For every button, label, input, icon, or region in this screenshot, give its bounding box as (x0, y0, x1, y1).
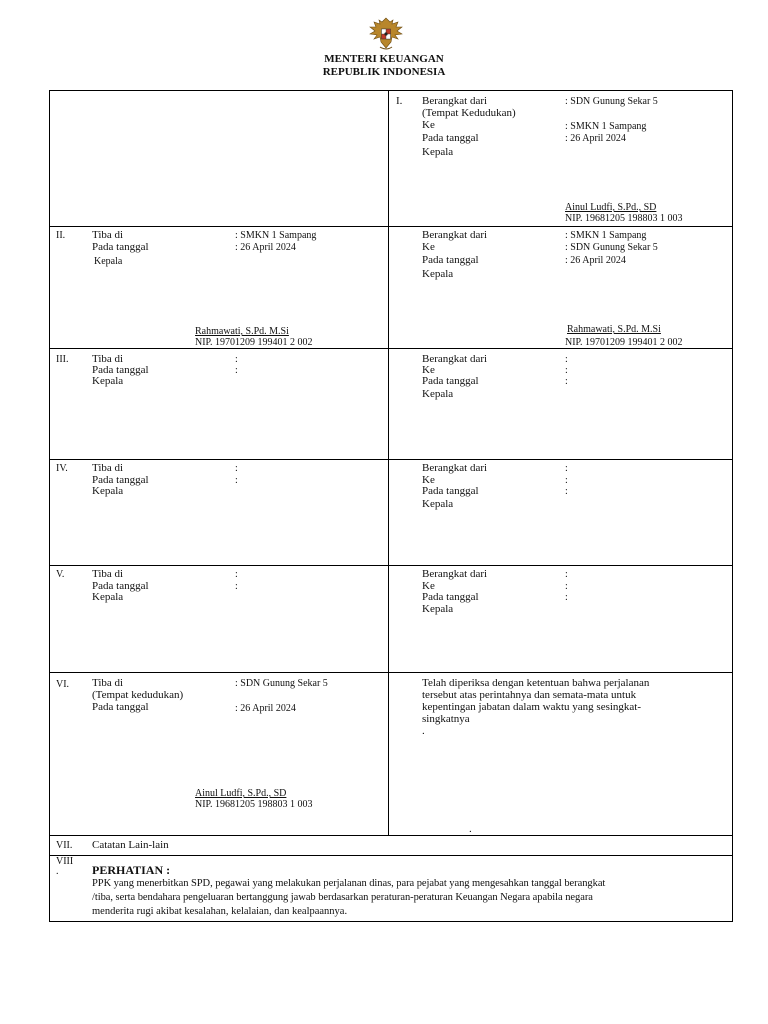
garuda-emblem-icon (366, 14, 406, 54)
sec2-head-label: Kepala (94, 256, 123, 267)
sec6-signer-nip: NIP. 19681205 198803 1 003 (195, 799, 313, 810)
sec3-to-label: Ke (422, 364, 435, 376)
header-title-line1: MENTERI KEUANGAN (324, 53, 444, 65)
sec4-date-colon: : (235, 475, 238, 486)
sec1-date-label: Pada tanggal (422, 132, 479, 144)
sec3-arrive-label: Tiba di (92, 353, 124, 365)
sec5-rhead-label: Kepala (422, 603, 454, 615)
sec3-number: III. (56, 354, 69, 365)
sec1-depart-value: : SDN Gunung Sekar 5 (565, 96, 658, 107)
sec4-depart-colon: : (565, 463, 568, 474)
sec2-arrive-value: : SMKN 1 Sampang (235, 230, 317, 241)
sec7-number: VII. (56, 840, 73, 851)
sec8-line2: /tiba, serta bendahara pengeluaran bertanggung jawab berdasarkan peraturan-peraturan Keuangan Negara apabila negara (92, 892, 593, 903)
sec6-note-line4: singkatnya (422, 713, 470, 725)
sec2-right-signer-nip: NIP. 19701209 199401 2 002 (565, 337, 683, 348)
sec7-label: Catatan Lain-lain (92, 839, 169, 851)
sec4-to-label: Ke (422, 474, 435, 486)
sec2-right-signer-name: Rahmawati, S.Pd. M.Si (567, 324, 661, 335)
sec6-arrive-label: Tiba di (92, 677, 124, 689)
header-title-line2: REPUBLIK INDONESIA (322, 66, 446, 78)
sec4-arrive-label: Tiba di (92, 462, 124, 474)
sec4-to-colon: : (565, 475, 568, 486)
sec5-to-colon: : (565, 581, 568, 592)
sec4-rdate-label: Pada tanggal (422, 485, 479, 497)
row-divider-4 (49, 565, 732, 566)
sec3-rdate-label: Pada tanggal (422, 375, 479, 387)
sec1-date-value: : 26 April 2024 (565, 133, 626, 144)
sec4-depart-label: Berangkat dari (422, 462, 488, 474)
sec3-arrive-colon: : (235, 354, 238, 365)
sec1-number: I. (396, 95, 403, 107)
sec6-arrive-value: : SDN Gunung Sekar 5 (235, 678, 328, 689)
sec3-date-colon: : (235, 365, 238, 376)
table-border-top (49, 90, 732, 91)
sec3-date-label: Pada tanggal (92, 364, 149, 376)
sec3-depart-colon: : (565, 354, 568, 365)
sec3-to-colon: : (565, 365, 568, 376)
sec8-line3: menderita rugi akibat kesalahan, kelalaian, dan kealpaannya. (92, 906, 348, 917)
row-divider-3 (49, 459, 732, 460)
sec4-date-label: Pada tanggal (92, 474, 149, 486)
sec4-head-label: Kepala (92, 485, 124, 497)
sec2-to-value: : SDN Gunung Sekar 5 (565, 242, 658, 253)
sec3-depart-label: Berangkat dari (422, 353, 488, 365)
sec8-line1: PPK yang menerbitkan SPD, pegawai yang melakukan perjalanan dinas, para pejabat yang mengesahkan tanggal berangkat (92, 878, 606, 889)
sec5-arrive-label: Tiba di (92, 568, 124, 580)
sec1-head-label: Kepala (422, 146, 454, 158)
sec4-rhead-label: Kepala (422, 498, 454, 510)
row-divider-5 (49, 672, 732, 673)
sec5-rdate-label: Pada tanggal (422, 591, 479, 603)
sec2-rhead-label: Kepala (422, 268, 454, 280)
sec2-rdate-value: : 26 April 2024 (565, 255, 626, 266)
sec2-date-label: Pada tanggal (92, 241, 149, 253)
sec6-note-line3: kepentingan jabatan dalam waktu yang sesingkat- (422, 701, 642, 713)
sec3-head-label: Kepala (92, 375, 124, 387)
sec6-number: VI. (56, 679, 70, 690)
sec5-date-label: Pada tanggal (92, 580, 149, 592)
sec8-title: PERHATIAN : (92, 863, 171, 877)
sec4-number: IV. (56, 463, 68, 474)
sec1-signer-nip: NIP. 19681205 198803 1 003 (565, 213, 683, 224)
sec1-to-value: : SMKN 1 Sampang (565, 121, 647, 132)
sec6-date-value: : 26 April 2024 (235, 703, 296, 714)
row-divider-6 (49, 835, 732, 836)
sec5-number: V. (56, 569, 65, 580)
sec3-rhead-label: Kepala (422, 388, 454, 400)
column-divider (388, 90, 389, 836)
sec6-signer-name: Ainul Ludfi, S.Pd., SD (195, 788, 287, 799)
sec2-arrive-label: Tiba di (92, 229, 124, 241)
sec5-depart-colon: : (565, 569, 568, 580)
sec2-depart-value: : SMKN 1 Sampang (565, 230, 647, 241)
sec4-arrive-colon: : (235, 463, 238, 474)
sec2-date-value: : 26 April 2024 (235, 242, 296, 253)
sec1-depart-label: Berangkat dari (422, 95, 488, 107)
sec6-note-line2: tersebut atas perintahnya dan semata-mata untuk (422, 689, 637, 701)
sec2-depart-label: Berangkat dari (422, 229, 488, 241)
sec5-arrive-colon: : (235, 569, 238, 580)
sec6-bottom-dot: . (469, 823, 472, 835)
sec2-rdate-label: Pada tanggal (422, 254, 479, 266)
sec8-number: VIII (56, 856, 74, 867)
table-border-left (49, 90, 50, 922)
sec5-date-colon: : (235, 581, 238, 592)
sec8-number-dot: . (56, 866, 59, 877)
sec3-rdate-colon: : (565, 376, 568, 387)
row-divider-1 (49, 226, 732, 227)
sec6-note-dot: . (422, 725, 425, 737)
sec2-left-signer-nip: NIP. 19701209 199401 2 002 (195, 337, 313, 348)
sec2-number: II. (56, 230, 66, 241)
sec2-left-signer-name: Rahmawati, S.Pd. M.Si (195, 326, 289, 337)
sec5-to-label: Ke (422, 580, 435, 592)
sec5-head-label: Kepala (92, 591, 124, 603)
sec1-to-label: Ke (422, 119, 435, 131)
sec2-to-label: Ke (422, 241, 435, 253)
sec1-depart-sub: (Tempat Kedudukan) (422, 107, 516, 119)
sec5-depart-label: Berangkat dari (422, 568, 488, 580)
sec5-rdate-colon: : (565, 592, 568, 603)
table-border-bottom (49, 921, 732, 922)
table-border-right (732, 90, 733, 922)
row-divider-7 (49, 855, 732, 856)
sec4-rdate-colon: : (565, 486, 568, 497)
sec1-signer-name: Ainul Ludfi, S.Pd., SD (565, 202, 657, 213)
sec6-note-line1: Telah diperiksa dengan ketentuan bahwa perjalanan (422, 677, 650, 689)
sec6-date-label: Pada tanggal (92, 701, 149, 713)
sec6-arrive-sub: (Tempat kedudukan) (92, 689, 184, 701)
